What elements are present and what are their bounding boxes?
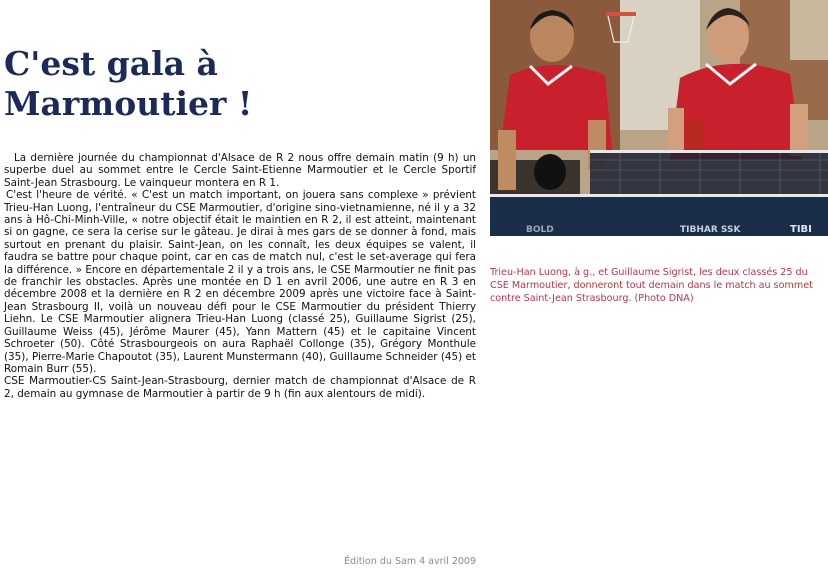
table-brand-text-1: BOLD xyxy=(526,225,554,235)
headline-line-1: C'est gala à xyxy=(4,44,218,83)
article-paragraph-main: C'est l'heure de vérité. « C'est un match important, on jouera sans complexe » prévient Trieu-Han Luong, l'entraîneur du CSE Marmoutier, d'origine sino-vietnamienne, né il y a 32 ans à Hô-Chi-Minh-Ville, « notre objectif était le maintien en R 2, il est atteint, maintenant si on gagne, ce sera la cerise sur le gâteau. Je dirai à mes gars de se donner à fond, mais surtout en prenant du plaisir. Saint-Jean, on les connaît, les deux équipes se valent, il faudra se battre pour chaque point, car en cas de match nul, c'est le set-average qui fera la différence. » Encore en départementale 2 il y a trois ans, le CSE Marmoutier ne finit pas de franchir les obstacles. Après une montée en D 1 en avril 2006, une autre en R 3 en décembre 2008 et la dernière en R 2 en décembre 2009 après une victoire face à Saint-Jean Strasbourg II, voilà un nouveau défi pour le CSE Marmoutier du président Thierry Liehn. Le CSE Marmoutier alignera Trieu-Han Luong (classé 25), Guillaume Sigrist (25), Guillaume Weiss (45), Jérôme Maurer (45), Yann Mattern (45) et le capitaine Vincent Schroeter (50). Côté Strasbourgeois on aura Raphaël Collonge (35), Grégory Monthule (35), Pierre-Marie Chapoutot (35), Laurent Munstermann (40), Guillaume Schneider (45) et Romain Burr (55). xyxy=(4,189,476,375)
table-brand-text-2: TIBHAR SSK xyxy=(680,225,741,235)
headline-line-2: Marmoutier ! xyxy=(4,84,253,123)
article-paragraph-info: CSE Marmoutier-CS Saint-Jean-Strasbourg, dernier match de championnat d'Alsace de R 2, demain au gymnase de Marmoutier à partir de 9 h (fin aux alentours de midi). xyxy=(4,375,476,400)
photo-caption: Trieu-Han Luong, à g., et Guillaume Sigrist, les deux classés 25 du CSE Marmoutier, donneront tout demain dans le match au sommet contre Saint-Jean Strasbourg. (Photo DNA) xyxy=(490,267,813,304)
table-brand-text-3: TIBI xyxy=(790,224,812,235)
article-headline xyxy=(4,44,474,124)
article-body xyxy=(4,152,476,400)
photo-table-tennis-players xyxy=(490,0,828,236)
article-paragraph-intro: La dernière journée du championnat d'Alsace de R 2 nous offre demain matin (9 h) un superbe duel au sommet entre le Cercle Saint-Etienne Marmoutier et le Cercle Sportif Saint-Jean Strasbourg. Le vainqueur montera en R 1. xyxy=(4,152,476,189)
article-photo xyxy=(490,0,828,236)
edition-date: Édition du Sam 4 avril 2009 xyxy=(344,556,476,567)
